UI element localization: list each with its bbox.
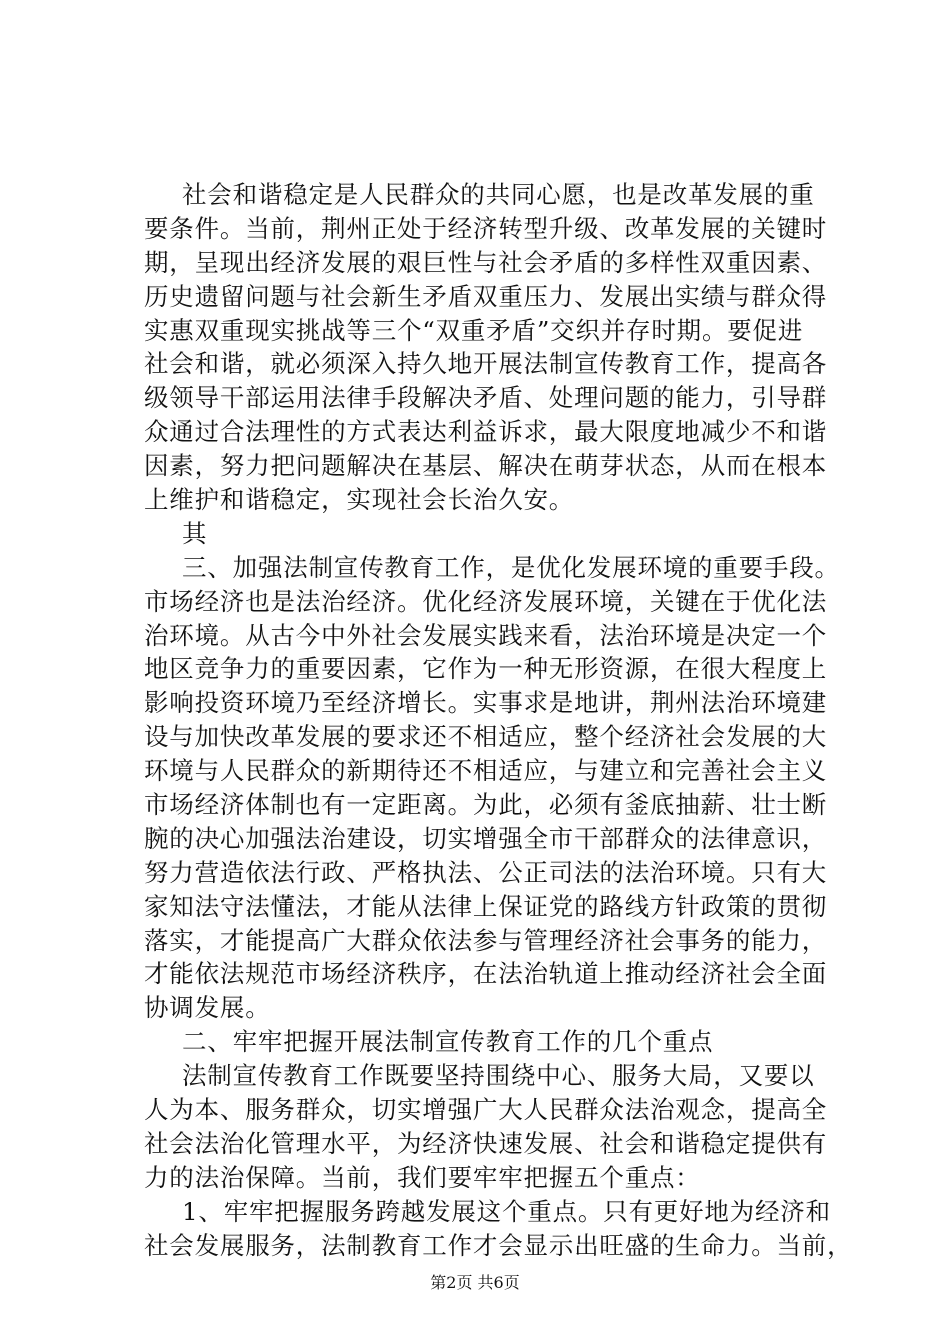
section-heading-line: 三、加强法制宣传教育工作，是优化发展环境的重要手段。	[182, 552, 840, 582]
paragraph-line: 因素，努力把问题解决在基层、解决在萌芽状态，从而在根本	[144, 451, 828, 481]
paragraph-line: 社会法治化管理水平，为经济快速发展、社会和谐稳定提供有	[144, 1128, 828, 1158]
paragraph-line: 协调发展。	[144, 993, 271, 1023]
paragraph-line: 地区竞争力的重要因素，它作为一种无形资源，在很大程度上	[144, 654, 828, 684]
page-number-footer: 第2页 共6页	[430, 1273, 520, 1292]
paragraph-line: 环境与人民群众的新期待还不相适应，与建立和完善社会主义	[144, 756, 828, 786]
paragraph-line: 社会和谐稳定是人民群众的共同心愿，也是改革发展的重	[182, 180, 815, 209]
numbered-item-line: 1、牢牢把握服务跨越发展这个重点。只有更好地为经济和	[182, 1196, 831, 1226]
paragraph-line: 级领导干部运用法律手段解决矛盾、处理问题的能力，引导群	[144, 383, 828, 413]
section-heading-line: 二、牢牢把握开展法制宣传教育工作的几个重点	[182, 1027, 714, 1057]
document-body	[144, 178, 853, 1263]
paragraph-line: 历史遗留问题与社会新生矛盾双重压力、发展出实绩与群众得	[144, 281, 828, 311]
paragraph-line: 腕的决心加强法治建设，切实增强全市干部群众的法律意识，	[144, 823, 828, 853]
paragraph-line: 实惠双重现实挑战等三个“双重矛盾”交织并存时期。要促进	[144, 315, 804, 345]
paragraph-line: 家知法守法懂法，才能从法律上保证党的路线方针政策的贯彻	[144, 891, 828, 921]
paragraph-line: 上维护和谐稳定，实现社会长治久安。	[144, 485, 575, 515]
paragraph-line: 社会发展服务，法制教育工作才会显示出旺盛的生命力。当前，	[144, 1230, 853, 1260]
paragraph-line: 力的法治保障。当前，我们要牢牢把握五个重点：	[144, 1162, 701, 1192]
stray-fragment-line: 其	[182, 518, 208, 548]
paragraph-line: 治环境。从古今中外社会发展实践来看，法治环境是决定一个	[144, 620, 828, 650]
paragraph-line: 众通过合法理性的方式表达利益诉求，最大限度地减少不和谐	[144, 417, 828, 447]
paragraph-line: 法制宣传教育工作既要坚持围绕中心、服务大局，又要以	[182, 1061, 815, 1091]
paragraph-line: 社会和谐，就必须深入持久地开展法制宣传教育工作，提高各	[144, 349, 828, 379]
paragraph-line: 要条件。当前，荆州正处于经济转型升级、改革发展的关键时	[144, 213, 828, 243]
paragraph-line: 期，呈现出经济发展的艰巨性与社会矛盾的多样性双重因素、	[144, 247, 828, 277]
paragraph-line: 市场经济体制也有一定距离。为此，必须有釜底抽薪、壮士断	[144, 790, 828, 820]
paragraph-line: 努力营造依法行政、严格执法、公正司法的法治环境。只有大	[144, 857, 828, 887]
paragraph-line: 落实，才能提高广大群众依法参与管理经济社会事务的能力，	[144, 925, 828, 955]
paragraph-line: 影响投资环境乃至经济增长。实事求是地讲，荆州法治环境建	[144, 688, 828, 718]
paragraph-line: 市场经济也是法治经济。优化经济发展环境，关键在于优化法	[144, 586, 828, 616]
paragraph-line: 设与加快改革发展的要求还不相适应，整个经济社会发展的大	[144, 722, 828, 752]
paragraph-line: 才能依法规范市场经济秩序，在法治轨道上推动经济社会全面	[144, 959, 828, 989]
paragraph-line: 人为本、服务群众，切实增强广大人民群众法治观念，提高全	[144, 1095, 828, 1125]
